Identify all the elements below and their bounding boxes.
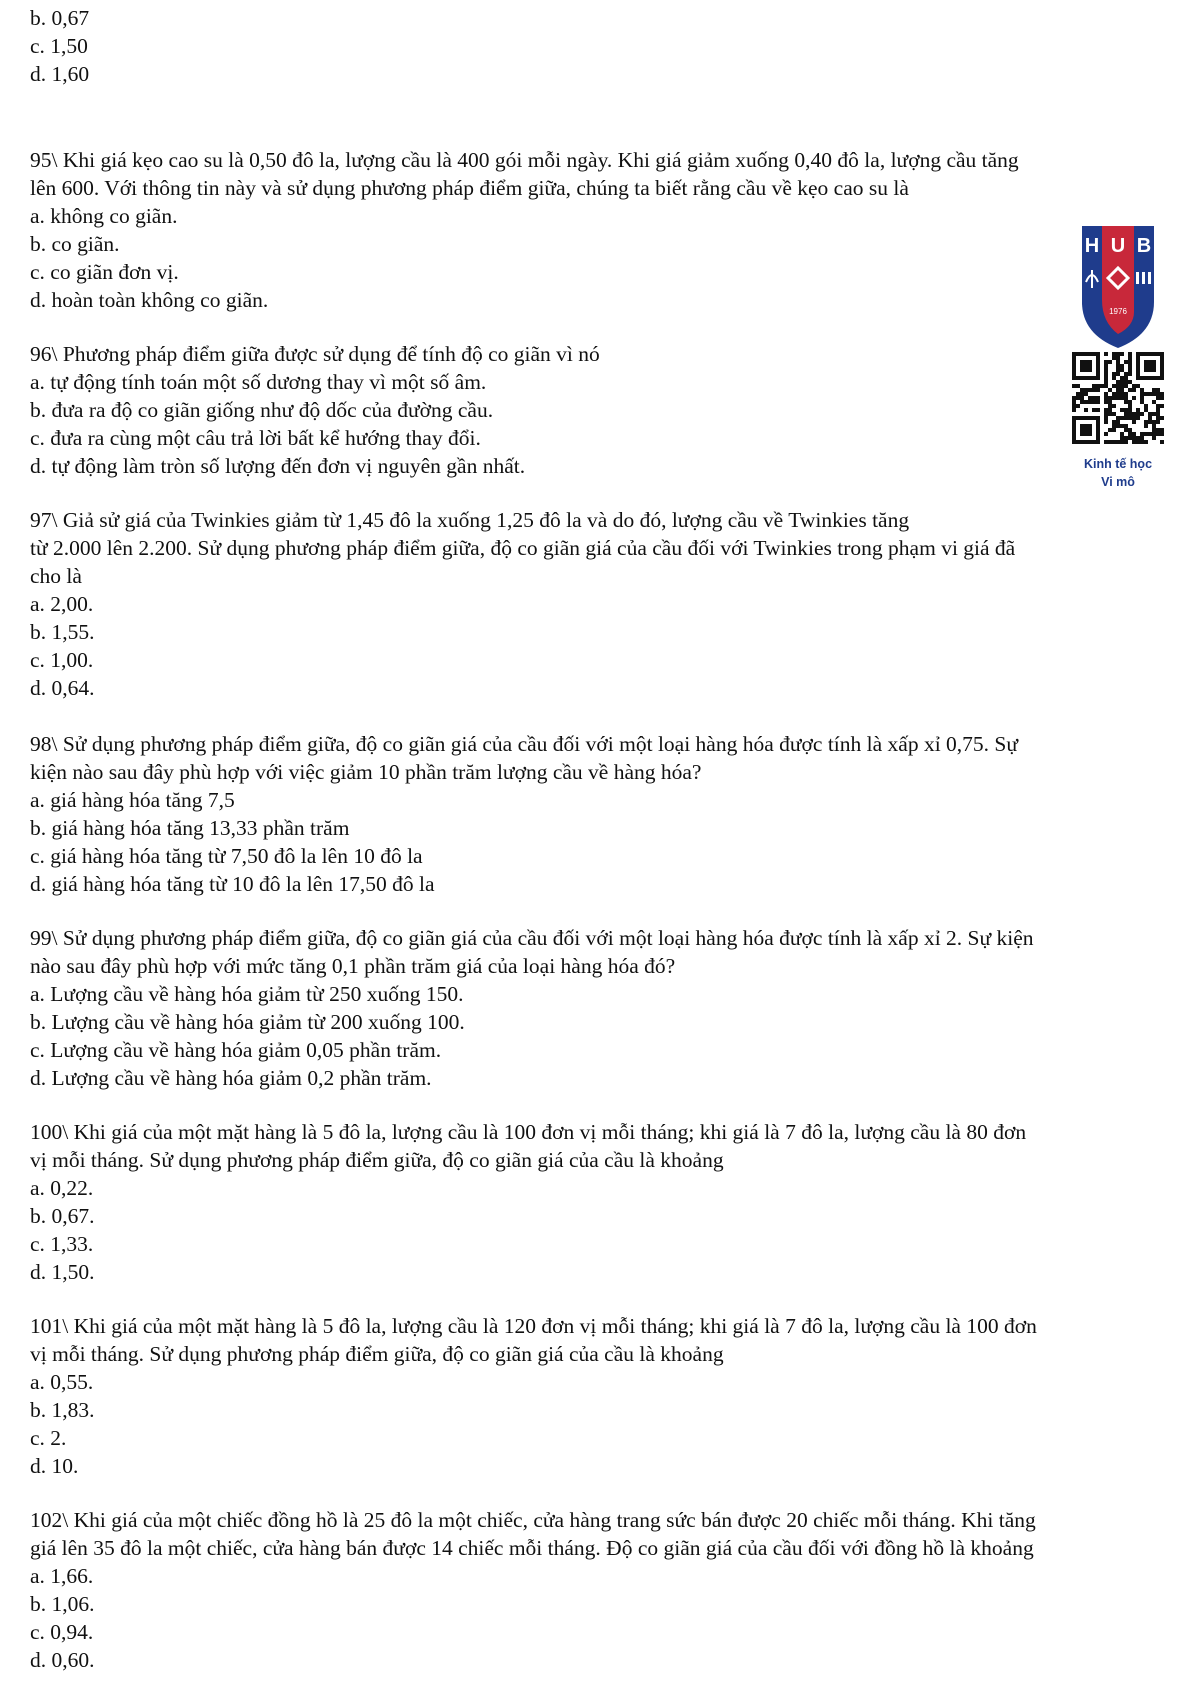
answer-option: d. 0,60.: [30, 1648, 95, 1672]
caption-subject: Kinh tế học: [1083, 457, 1153, 471]
hub-logo: [1078, 222, 1158, 350]
answer-option: c. Lượng cầu về hàng hóa giảm 0,05 phần trăm.: [30, 1038, 442, 1062]
question-97-stem: cho là: [30, 564, 82, 588]
question-95-stem: 95\ Khi giá kẹo cao su là 0,50 đô la, lượng cầu là 400 gói mỗi ngày. Khi giá giảm xuống 0,40 đô la, lượng cầu tăng: [30, 148, 1019, 172]
answer-option: a. không co giãn.: [30, 204, 178, 228]
question-98-stem: kiện nào sau đây phù hợp với việc giảm 10 phần trăm lượng cầu về hàng hóa?: [30, 760, 702, 784]
answer-option: b. co giãn.: [30, 232, 120, 256]
logo-year: 1976: [1109, 307, 1127, 316]
question-100-stem: 100\ Khi giá của một mặt hàng là 5 đô la, lượng cầu là 100 đơn vị mỗi tháng; khi giá là 7 đô la, lượng cầu là 80 đơn: [30, 1120, 1027, 1144]
question-101-stem: vị mỗi tháng. Sử dụng phương pháp điểm giữa, độ co giãn giá của cầu là khoảng: [30, 1342, 724, 1366]
answer-option: b. 1,55.: [30, 620, 95, 644]
answer-option: c. 1,33.: [30, 1232, 94, 1256]
hub-shield-icon: [1078, 222, 1158, 350]
question-101-stem: 101\ Khi giá của một mặt hàng là 5 đô la, lượng cầu là 120 đơn vị mỗi tháng; khi giá là 7 đô la, lượng cầu là 100 đơn: [30, 1314, 1037, 1338]
text-line: b. 0,67: [30, 6, 90, 30]
answer-option: a. tự động tính toán một số dương thay vì một số âm.: [30, 370, 487, 394]
answer-option: b. 1,83.: [30, 1398, 95, 1422]
answer-option: d. giá hàng hóa tăng từ 10 đô la lên 17,50 đô la: [30, 872, 435, 896]
question-102-stem: giá lên 35 đô la một chiếc, cửa hàng bán được 14 chiếc mỗi tháng. Độ co giãn giá của cầu đối với đồng hồ là khoảng: [30, 1536, 1034, 1560]
answer-option: c. 1,00.: [30, 648, 94, 672]
caption-subtitle: Vi mô: [1101, 475, 1135, 489]
answer-option: b. đưa ra độ co giãn giống như độ dốc của đường cầu.: [30, 398, 494, 422]
logo-letter: U: [1110, 235, 1126, 257]
answer-option: b. 1,06.: [30, 1592, 95, 1616]
question-98-stem: 98\ Sử dụng phương pháp điểm giữa, độ co giãn giá của cầu đối với một loại hàng hóa được tính là xấp xỉ 0,75. Sự: [30, 732, 1019, 756]
answer-option: a. giá hàng hóa tăng 7,5: [30, 788, 235, 812]
answer-option: b. giá hàng hóa tăng 13,33 phần trăm: [30, 816, 350, 840]
answer-option: d. 1,50.: [30, 1260, 95, 1284]
question-96-stem: 96\ Phương pháp điểm giữa được sử dụng để tính độ co giãn vì nó: [30, 342, 600, 366]
logo-letter: B: [1136, 235, 1152, 257]
question-100-stem: vị mỗi tháng. Sử dụng phương pháp điểm giữa, độ co giãn giá của cầu là khoảng: [30, 1148, 724, 1172]
answer-option: d. 10.: [30, 1454, 79, 1478]
answer-option: d. Lượng cầu về hàng hóa giảm 0,2 phần trăm.: [30, 1066, 432, 1090]
answer-option: a. Lượng cầu về hàng hóa giảm từ 250 xuống 150.: [30, 982, 464, 1006]
answer-option: a. 2,00.: [30, 592, 94, 616]
answer-option: d. 0,64.: [30, 676, 95, 700]
text-line: d. 1,60: [30, 62, 90, 86]
question-99-stem: nào sau đây phù hợp với mức tăng 0,1 phần trăm giá của loại hàng hóa đó?: [30, 954, 676, 978]
answer-option: d. tự động làm tròn số lượng đến đơn vị nguyên gần nhất.: [30, 454, 526, 478]
logo-letter: H: [1084, 235, 1100, 257]
answer-option: a. 0,55.: [30, 1370, 94, 1394]
question-99-stem: 99\ Sử dụng phương pháp điểm giữa, độ co giãn giá của cầu đối với một loại hàng hóa được tính là xấp xỉ 2. Sự kiện: [30, 926, 1034, 950]
question-97-stem: 97\ Giả sử giá của Twinkies giảm từ 1,45 đô la xuống 1,25 đô la và do đó, lượng cầu về Twinkies tăng: [30, 508, 910, 532]
answer-option: a. 0,22.: [30, 1176, 94, 1200]
question-102-stem: 102\ Khi giá của một chiếc đồng hồ là 25 đô la một chiếc, cửa hàng trang sức bán được 20 chiếc mỗi tháng. Khi tăng: [30, 1508, 1036, 1532]
text-line: c. 1,50: [30, 34, 88, 58]
answer-option: c. 2.: [30, 1426, 67, 1450]
answer-option: a. 1,66.: [30, 1564, 94, 1588]
answer-option: c. giá hàng hóa tăng từ 7,50 đô la lên 10 đô la: [30, 844, 423, 868]
question-97-stem: từ 2.000 lên 2.200. Sử dụng phương pháp điểm giữa, độ co giãn giá của cầu đối với Twinkies trong phạm vi giá đã: [30, 536, 1016, 560]
answer-option: b. 0,67.: [30, 1204, 95, 1228]
answer-option: c. 0,94.: [30, 1620, 94, 1644]
qr-code-icon: [1072, 352, 1164, 444]
answer-option: c. co giãn đơn vị.: [30, 260, 179, 284]
answer-option: c. đưa ra cùng một câu trả lời bất kể hướng thay đổi.: [30, 426, 481, 450]
qr-code[interactable]: [1072, 352, 1164, 444]
answer-option: d. hoàn toàn không co giãn.: [30, 288, 269, 312]
question-95-stem: lên 600. Với thông tin này và sử dụng phương pháp điểm giữa, chúng ta biết rằng cầu về kẹo cao su là: [30, 176, 909, 200]
answer-option: b. Lượng cầu về hàng hóa giảm từ 200 xuống 100.: [30, 1010, 465, 1034]
